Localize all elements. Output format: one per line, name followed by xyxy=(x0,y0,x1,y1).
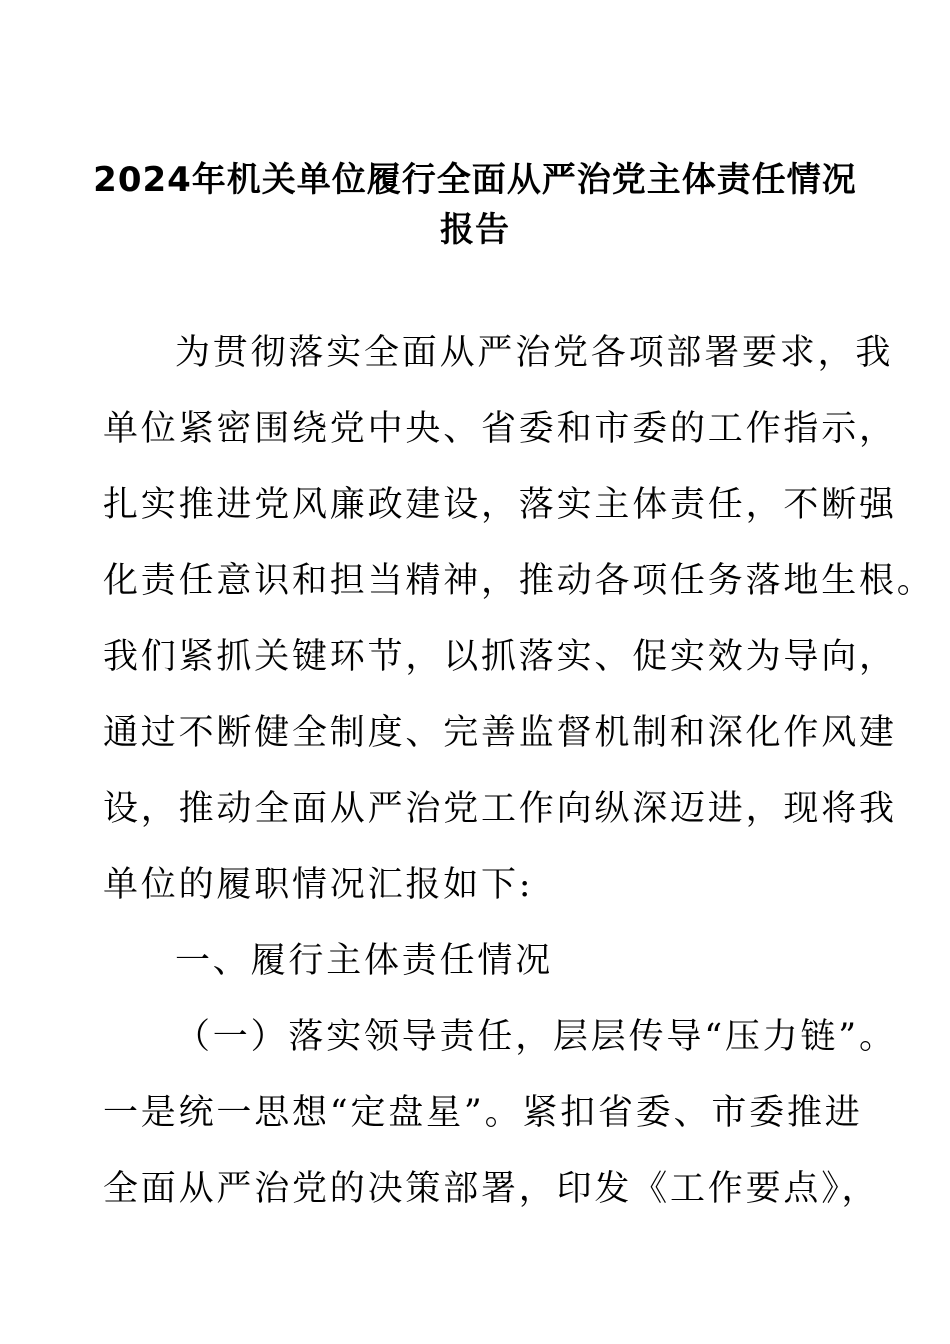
paragraph-line: 扎实推进党风廉政建设，落实主体责任，不断强 xyxy=(103,485,897,525)
document-title-line-2: 报告 xyxy=(440,210,510,250)
paragraph-line: 全面从严治党的决策部署，印发《工作要点》， xyxy=(103,1169,880,1209)
section-heading: 一、履行主体责任情况 xyxy=(175,941,554,981)
paragraph-line: 我们紧抓关键环节，以抓落实、促实效为导向， xyxy=(103,637,897,677)
paragraph-line: 为贯彻落实全面从严治党各项部署要求，我 xyxy=(175,333,894,373)
paragraph-line: 单位紧密围绕党中央、省委和市委的工作指示， xyxy=(103,409,897,449)
paragraph-line: 单位的履职情况汇报如下: xyxy=(103,865,534,905)
paragraph-line: 设，推动全面从严治党工作向纵深迈进，现将我 xyxy=(103,789,897,829)
subsection-heading: （一）落实领导责任，层层传导“压力链”。 xyxy=(175,1017,897,1057)
paragraph-line: 通过不断健全制度、完善监督机制和深化作风建 xyxy=(103,713,897,753)
paragraph-line: 化责任意识和担当精神，推动各项任务落地生根。 xyxy=(103,561,935,601)
paragraph-line: 一是统一思想“定盘星”。紧扣省委、市委推进 xyxy=(103,1093,863,1133)
document-title-line-1: 2024年机关单位履行全面从严治党主体责任情况 xyxy=(93,160,857,200)
document-body xyxy=(103,328,935,1240)
